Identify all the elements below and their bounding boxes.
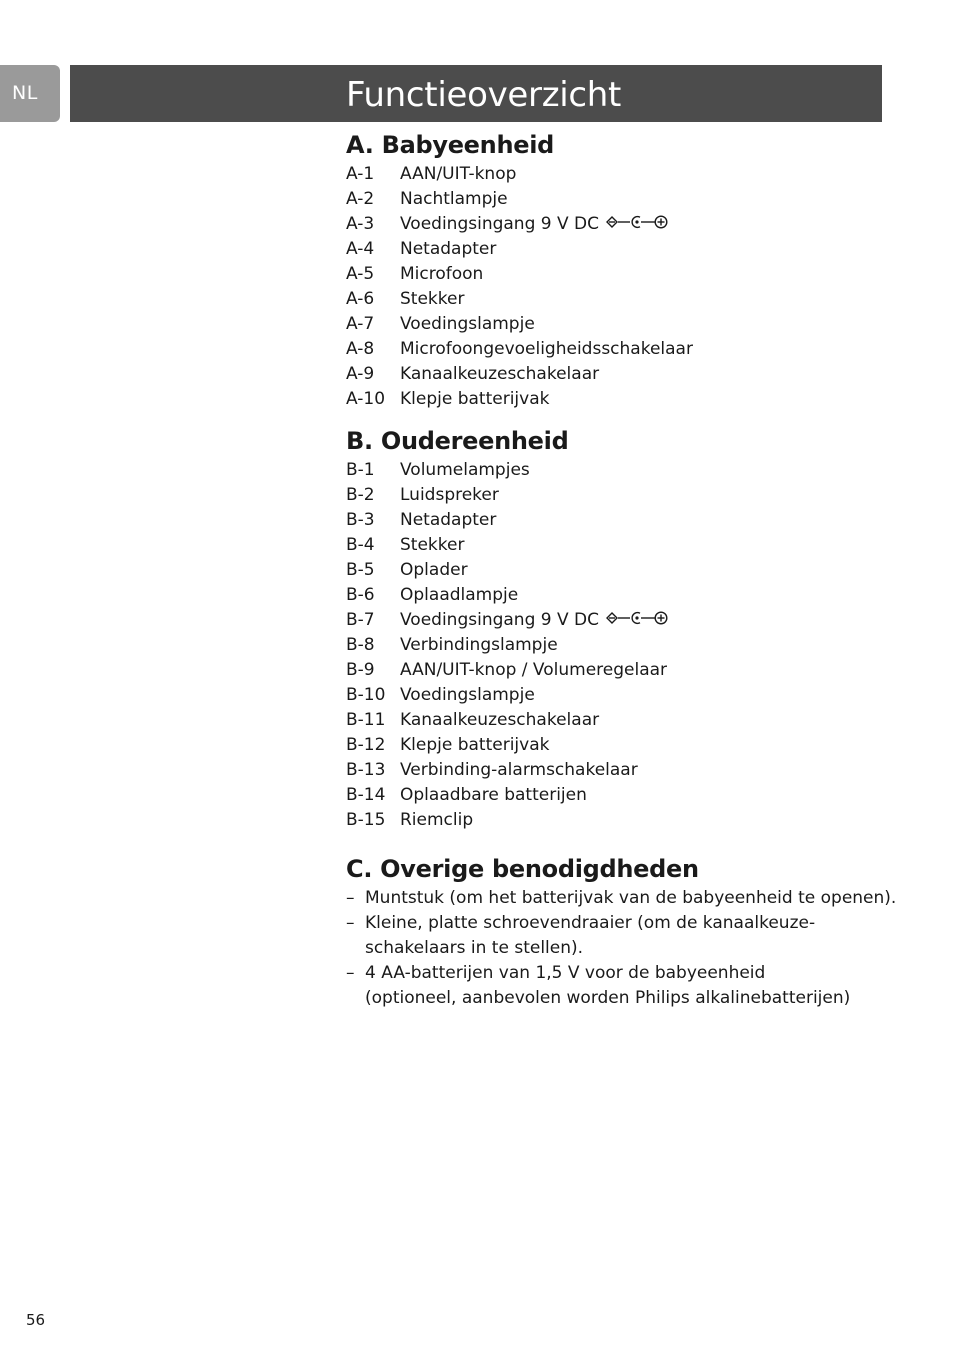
item-code: B-12 <box>346 735 386 755</box>
item-text: schakelaars in te stellen). <box>365 938 584 958</box>
item-label: Stekker <box>400 535 465 555</box>
item-label: Microfoongevoeligheidsschakelaar <box>400 339 693 359</box>
list-item <box>346 458 906 483</box>
page-title: Functieoverzicht <box>346 75 622 115</box>
item-code: B-4 <box>346 535 375 555</box>
item-code: A-6 <box>346 289 375 309</box>
item-label: AAN/UIT-knop <box>400 164 517 184</box>
section-heading-parent-unit: B. Oudereenheid <box>346 427 569 455</box>
item-text: Kleine, platte schroevendraaier (om de kanaalkeuze- <box>365 913 816 933</box>
item-label: Kanaalkeuzeschakelaar <box>400 710 600 730</box>
list-item <box>346 708 906 733</box>
dash-bullet: – <box>346 963 355 983</box>
item-label: Voedingsingang 9 V DC <box>400 610 599 630</box>
item-code: B-6 <box>346 585 375 605</box>
item-code: B-13 <box>346 760 386 780</box>
section-heading-baby-unit: A. Babyeenheid <box>346 131 555 159</box>
section-other-supplies <box>346 852 906 1011</box>
other-supplies-list <box>346 886 906 1011</box>
section-heading-other-supplies: C. Overige benodigdheden <box>346 855 699 883</box>
list-item <box>346 508 906 533</box>
item-code: A-8 <box>346 339 375 359</box>
item-label: Oplader <box>400 560 468 580</box>
list-item <box>346 658 906 683</box>
list-item <box>346 633 906 658</box>
item-label: Luidspreker <box>400 485 499 505</box>
section-parent-unit <box>346 424 906 833</box>
item-code: A-2 <box>346 189 375 209</box>
item-code: B-10 <box>346 685 386 705</box>
item-code: A-9 <box>346 364 375 384</box>
list-item <box>346 583 906 608</box>
item-code: B-8 <box>346 635 375 655</box>
item-code: B-2 <box>346 485 375 505</box>
dash-bullet: – <box>346 913 355 933</box>
item-label: Verbinding-alarmschakelaar <box>400 760 638 780</box>
item-label: Voedingslampje <box>400 314 535 334</box>
item-label: Verbindingslampje <box>400 635 558 655</box>
item-label: Netadapter <box>400 239 497 259</box>
list-item <box>346 758 906 783</box>
language-tab: NL <box>0 65 60 122</box>
baby-unit-list <box>346 162 906 412</box>
item-code: B-3 <box>346 510 375 530</box>
list-item <box>346 783 906 808</box>
parent-unit-list <box>346 458 906 833</box>
item-text: Muntstuk (om het batterijvak van de babyeenheid te openen). <box>365 888 897 908</box>
item-code: B-7 <box>346 610 375 630</box>
item-text: 4 AA-batterijen van 1,5 V voor de babyeenheid <box>365 963 766 983</box>
list-item <box>346 212 906 237</box>
item-label: Oplaadlampje <box>400 585 519 605</box>
title-bar <box>70 65 882 122</box>
list-item <box>346 187 906 212</box>
list-item <box>346 287 906 312</box>
item-code: A-7 <box>346 314 375 334</box>
section-baby-unit <box>346 128 906 412</box>
dc-polarity-icon <box>605 214 669 230</box>
item-code: A-1 <box>346 164 375 184</box>
list-item <box>346 262 906 287</box>
list-item <box>346 733 906 758</box>
item-code: A-10 <box>346 389 386 409</box>
item-code: B-5 <box>346 560 375 580</box>
list-item <box>346 483 906 508</box>
item-label: Microfoon <box>400 264 484 284</box>
item-label: Netadapter <box>400 510 497 530</box>
list-item <box>346 911 906 961</box>
item-code: B-15 <box>346 810 386 830</box>
list-item <box>346 362 906 387</box>
list-item <box>346 608 906 633</box>
item-label: Voedingslampje <box>400 685 535 705</box>
list-item <box>346 961 906 1011</box>
item-label: AAN/UIT-knop / Volumeregelaar <box>400 660 668 680</box>
list-item <box>346 237 906 262</box>
item-code: B-14 <box>346 785 386 805</box>
item-label: Klepje batterijvak <box>400 389 550 409</box>
item-code: A-5 <box>346 264 375 284</box>
item-code: A-4 <box>346 239 375 259</box>
item-code: B-11 <box>346 710 386 730</box>
item-label: Klepje batterijvak <box>400 735 550 755</box>
item-label: Kanaalkeuzeschakelaar <box>400 364 600 384</box>
feature-overview <box>346 128 906 1011</box>
section-spacer <box>346 833 906 852</box>
item-label: Nachtlampje <box>400 189 508 209</box>
item-label: Stekker <box>400 289 465 309</box>
item-text: (optioneel, aanbevolen worden Philips alkalinebatterijen) <box>365 988 851 1008</box>
page-number: 56 <box>26 1311 46 1329</box>
item-code: B-1 <box>346 460 375 480</box>
dc-polarity-icon <box>605 610 669 626</box>
item-label: Oplaadbare batterijen <box>400 785 587 805</box>
list-item <box>346 387 906 412</box>
list-item <box>346 337 906 362</box>
list-item <box>346 312 906 337</box>
section-spacer <box>346 412 906 424</box>
list-item <box>346 558 906 583</box>
list-item <box>346 162 906 187</box>
list-item <box>346 886 906 911</box>
item-code: A-3 <box>346 214 375 234</box>
list-item <box>346 808 906 833</box>
list-item <box>346 683 906 708</box>
dash-bullet: – <box>346 888 355 908</box>
item-label: Volumelampjes <box>400 460 530 480</box>
item-label: Voedingsingang 9 V DC <box>400 214 599 234</box>
list-item <box>346 533 906 558</box>
item-label: Riemclip <box>400 810 474 830</box>
item-code: B-9 <box>346 660 375 680</box>
